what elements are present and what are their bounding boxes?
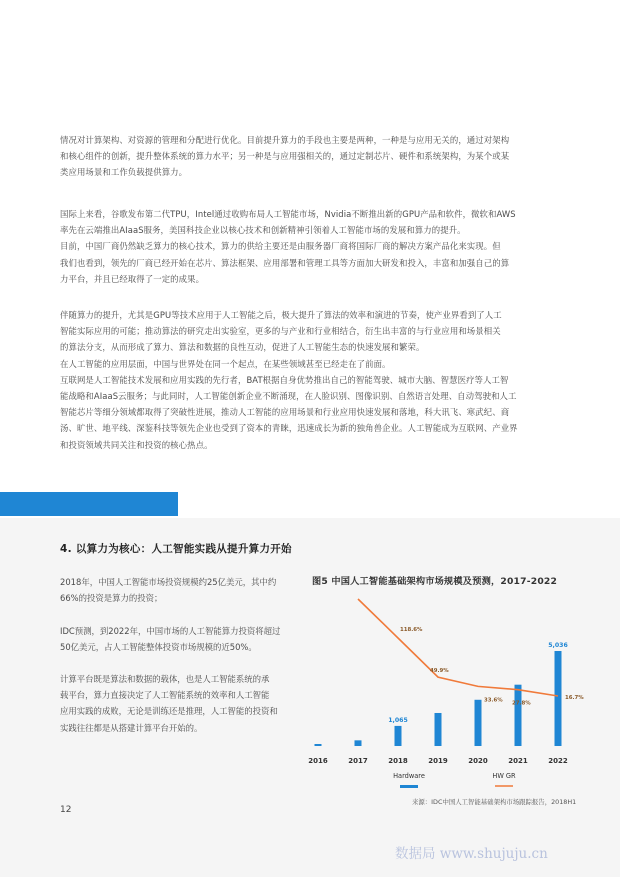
text-line: 互联网是人工智能技术发展和应用实践的先行者，BAT根据自身优势推出自己的智能驾驶、城市大脑、智慧医疗等人工智	[60, 374, 509, 385]
text-line: 应用实践的成败，无论是训练还是推理，人工智能的投资和	[60, 706, 278, 717]
bar-hardware-2020	[475, 700, 482, 746]
line-data-label: 118.6%	[400, 627, 423, 633]
section-heading: 4. 以算力为核心：人工智能实践从提升算力开始	[60, 543, 292, 555]
x-tick-label: 2019	[428, 757, 448, 765]
text-line: 实践往往都是从搭建计算平台开始的。	[60, 722, 203, 733]
bar-data-label: 5,036	[548, 642, 568, 649]
text-line: 载平台，算力直接决定了人工智能系统的效率和人工智能	[60, 690, 270, 701]
paragraph-applications	[60, 307, 565, 453]
ai-infrastructure-market-chart	[305, 595, 605, 800]
text-line: 和投资领域共同关注和投资的核心热点。	[60, 439, 213, 450]
bar-hardware-2017	[355, 740, 362, 746]
x-tick-label: 2016	[308, 757, 328, 765]
line-hw-gr	[358, 599, 558, 696]
figure-source: 来源：IDC中国人工智能基础架构市场跟踪报告，2018H1	[412, 798, 577, 806]
text-line: 在人工智能的应用层面，中国与世界处在同一个起点，在某些领域甚至已经走在了前面。	[60, 358, 391, 369]
text-line: 的算法分支，从而形成了算力、算法和数据的良性互动，促进了人工智能生态的快速发展和繁荣。	[60, 342, 425, 353]
text-line: 66%的投资是算力的投资；	[60, 593, 163, 604]
x-tick-label: 2022	[548, 757, 568, 765]
line-data-label: 16.7%	[565, 695, 584, 701]
text-line: 我们也看到，领先的厂商已经开始在芯片、算法框架、应用部署和管理工具等方面加大研发和投入，丰富和加强自己的算	[60, 257, 510, 268]
x-tick-label: 2017	[348, 757, 368, 765]
bar-hardware-2022	[555, 651, 562, 746]
x-tick-label: 2020	[468, 757, 488, 765]
text-line: 计算平台既是算法和数据的载体，也是人工智能系统的承	[60, 674, 270, 684]
text-line: 智能实际应用的可能；推动算法的研究走出实验室，更多的与产业和行业相结合，衍生出丰富的与行业应用和场景相关	[60, 326, 501, 337]
x-tick-label: 2018	[388, 757, 408, 765]
figure-title: 图5 中国人工智能基础架构市场规模及预测，2017-2022	[312, 576, 558, 587]
text-line: 率先在云端推出AIaaS服务，美国科技企业以核心技术和创新精神引领着人工智能市场的发展和算力的提升。	[60, 225, 466, 236]
line-data-label: 49.9%	[430, 668, 449, 675]
left-column-block-2	[60, 623, 300, 655]
text-line: 情况对计算架构、对资源的管理和分配进行优化。目前提升算力的手段也主要是两种，一种是与应用无关的，通过对架构	[60, 135, 510, 145]
left-column-block-1	[60, 574, 300, 606]
text-line: IDC预测，到2022年，中国市场的人工智能算力投资将超过	[60, 626, 281, 636]
paragraph-international	[60, 206, 565, 287]
text-line: 目前，中国厂商仍然缺乏算力的核心技术，算力的供给主要还是由服务器厂商将国际厂商的解决方案产品化来实现。但	[60, 241, 501, 252]
text-line: 类应用场景和工作负载提供算力。	[60, 167, 188, 178]
watermark: 数据局 www.shujuju.cn	[395, 846, 548, 862]
paragraph-computing-methods	[60, 132, 565, 181]
legend-label-hardware: Hardware	[393, 772, 425, 780]
bar-hardware-2018	[395, 726, 402, 746]
text-line: 50亿美元，占人工智能整体投资市场规模的近50%。	[60, 642, 257, 653]
text-line: 能战略和AIaaS云服务；与此同时，人工智能创新企业不断涌现，在人脸识别、图像识别、自然语言处理、自动驾驶和人工	[60, 391, 517, 402]
left-column-block-3	[60, 671, 300, 736]
line-data-label: 33.6%	[484, 697, 503, 704]
text-line: 和核心组件的创新，提升整体系统的算力水平；另一种是与应用强相关的，通过定制芯片、硬件和系统架构，为某个或某	[60, 151, 510, 162]
line-data-label: 27.8%	[512, 700, 531, 707]
page-number: 12	[60, 805, 72, 815]
text-line: 智能芯片等细分领域都取得了突破性进展，推动人工智能的应用场景和行业应用快速发展和落地，科大讯飞、寒武纪、商	[60, 407, 510, 418]
text-line: 伴随算力的提升，尤其是GPU等技术应用于人工智能之后，极大提升了算法的效率和演进的节奏，使产业界看到了人工	[60, 310, 502, 320]
text-line: 国际上来看，谷歌发布第二代TPU，Intel通过收购布局人工智能市场，Nvidia不断推出新的GPU产品和软件，微软和AWS	[60, 209, 516, 219]
x-tick-label: 2021	[508, 757, 528, 765]
section-accent-bar	[0, 492, 178, 516]
bar-hardware-2016	[315, 744, 322, 746]
bar-hardware-2019	[435, 713, 442, 746]
text-line: 2018年，中国人工智能市场投资规模约25亿美元，其中约	[60, 577, 277, 587]
bar-data-label: 1,065	[388, 716, 408, 724]
legend-label-hw-gr: HW GR	[492, 772, 516, 780]
legend-swatch-hardware	[400, 785, 418, 788]
text-line: 力平台，并且已经取得了一定的成果。	[60, 273, 205, 284]
bar-hardware-2021	[515, 685, 522, 746]
text-line: 汤、旷世、地平线、深鉴科技等领先企业也受到了资本的青睐，迅速成长为新的独角兽企业。人工智能成为互联网、产业界	[60, 423, 518, 434]
